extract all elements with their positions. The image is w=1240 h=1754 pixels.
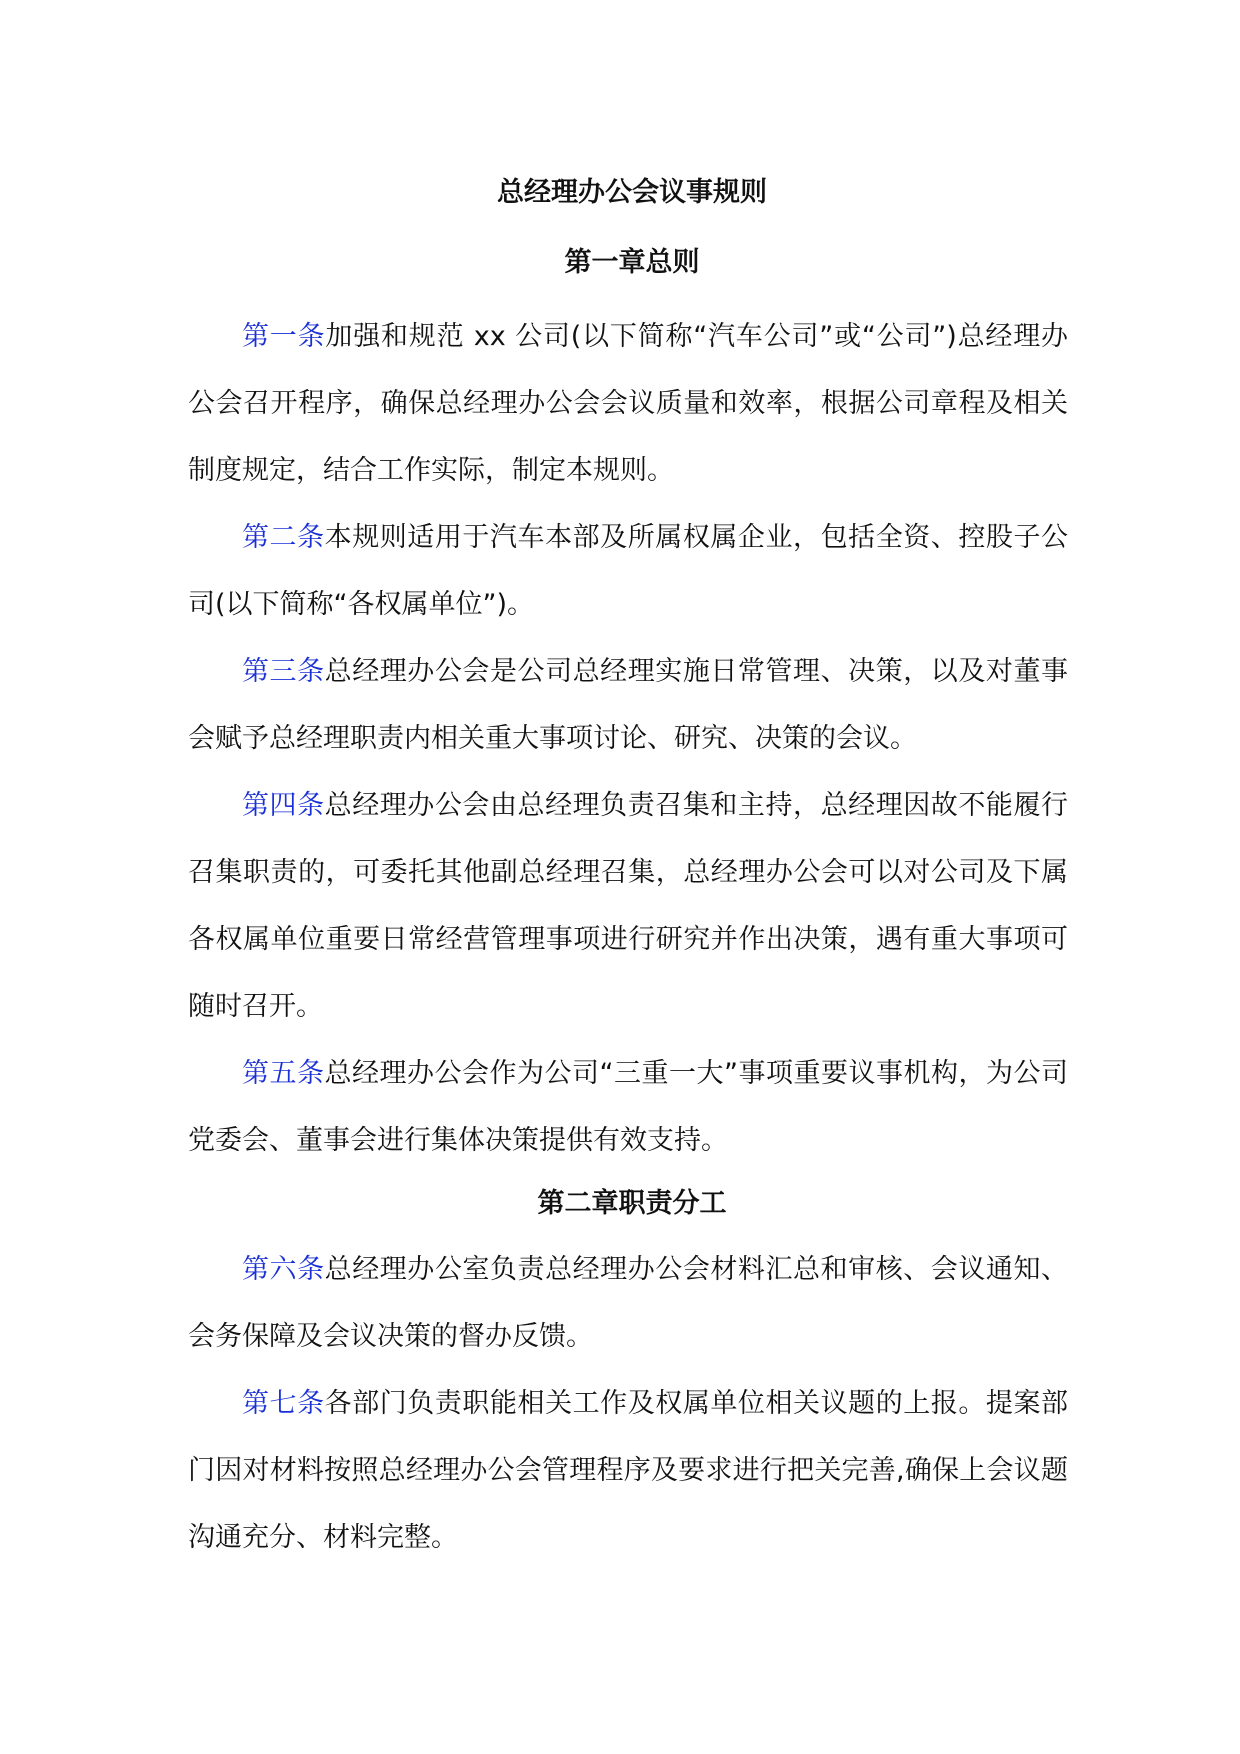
article-text: 本规则适用于汽车本部及所属权属企业，包括全资、控股子公司(以下简称“各权属单位”)。 (188, 522, 1068, 620)
article-number: 第三条 (242, 656, 325, 687)
document-page (188, 175, 1068, 1571)
article-5 (188, 1040, 1068, 1174)
article-text: 加强和规范 xx 公司(以下简称“汽车公司”或“公司”)总经理办公会召开程序，确保总经理办公会会议质量和效率，根据公司章程及相关制度规定，结合工作实际，制定本规则。 (188, 321, 1068, 486)
document-title: 总经理办公会议事规则 (497, 177, 767, 208)
article-4 (188, 772, 1068, 1040)
article-text: 各部门负责职能相关工作及权属单位相关议题的上报。提案部门因对材料按照总经理办公会管理程序及要求进行把关完善,确保上会议题沟通充分、材料完整。 (188, 1388, 1068, 1553)
chapter-heading: 第二章职责分工 (537, 1188, 727, 1219)
article-number: 第五条 (242, 1058, 325, 1089)
article-3 (188, 638, 1068, 772)
article-number: 第六条 (242, 1254, 325, 1285)
article-number: 第二条 (242, 522, 325, 553)
article-text: 总经理办公会由总经理负责召集和主持，总经理因故不能履行召集职责的，可委托其他副总经理召集，总经理办公会可以对公司及下属各权属单位重要日常经营管理事项进行研究并作出决策，遇有重大事项可随时召开。 (188, 790, 1068, 1022)
article-text: 总经理办公会作为公司“三重一大”事项重要议事机构，为公司党委会、董事会进行集体决策提供有效支持。 (188, 1058, 1069, 1156)
article-text: 总经理办公室负责总经理办公会材料汇总和审核、会议通知、会务保障及会议决策的督办反馈。 (188, 1254, 1068, 1352)
article-1 (188, 303, 1068, 504)
article-number: 第七条 (242, 1388, 325, 1419)
article-number: 第一条 (242, 321, 326, 352)
article-7 (188, 1370, 1068, 1571)
article-number: 第四条 (242, 790, 325, 821)
article-2 (188, 504, 1068, 638)
article-text: 总经理办公会是公司总经理实施日常管理、决策，以及对董事会赋予总经理职责内相关重大事项讨论、研究、决策的会议。 (188, 656, 1068, 754)
chapter-heading: 第一章总则 (564, 247, 700, 278)
article-6 (188, 1236, 1068, 1370)
